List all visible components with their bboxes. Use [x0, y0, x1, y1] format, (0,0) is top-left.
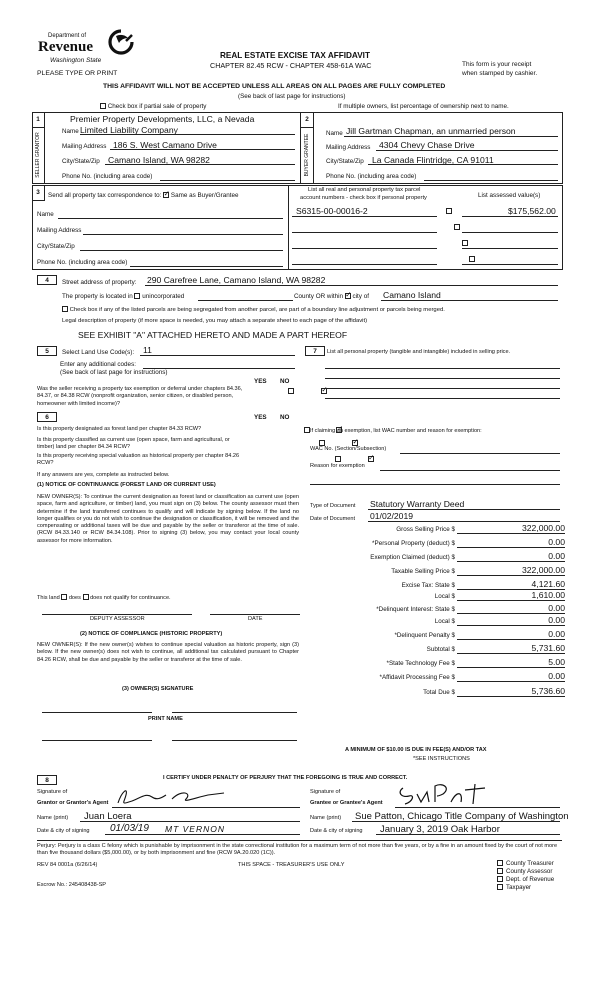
fee-value[interactable]: 0.00 [548, 671, 565, 681]
fee-row [300, 644, 568, 655]
land-use-underline [140, 355, 295, 356]
s7-num: 7 [305, 346, 325, 356]
exemption-label: If claiming an exemption, list WAC number and reason for exemption: [310, 428, 482, 434]
boundary-checkbox[interactable] [62, 306, 68, 312]
fee-underline [457, 653, 565, 654]
seller-mailing-underline [110, 149, 295, 150]
wac-underline [400, 453, 560, 454]
send-correspondence-row: Send all property tax correspondence to: ✓ Same as Buyer/Grantee [48, 192, 238, 199]
s5-yes-header: YES [254, 378, 267, 385]
form-subtitle: CHAPTER 82.45 RCW - CHAPTER 458-61A WAC [210, 61, 372, 70]
grantor-signature[interactable] [112, 783, 232, 809]
grantee-sig-underline [395, 807, 560, 808]
deputy-date-label: DATE [248, 616, 263, 622]
fee-value[interactable]: 0.00 [548, 615, 565, 625]
grantee-signature[interactable] [395, 780, 495, 810]
copy-label: County Assessor [506, 868, 553, 875]
reason-underline-1 [380, 470, 560, 471]
exempt-question: Was the seller receiving a property tax exemption or deferral under chapters 84.36, 84.37, or 84.38 RCW (nonprofit organization, senior citizen, or disabled person, homeowner with limited income)? [37, 386, 243, 407]
fee-underline [457, 561, 565, 562]
seller-city-value[interactable]: Camano Island, WA 98282 [108, 155, 210, 165]
reason-underline-2 [310, 484, 560, 485]
land-use-value[interactable]: 11 [143, 345, 152, 355]
does-not-qualify-checkbox[interactable] [83, 594, 89, 600]
notice2-body: NEW OWNER(S): If the new owner(s) wishes to continue special valuation as historic property, sign (3) below. If the new owner(s) does not wish to continue, all additional tax calculated pursuant to Chapter 84.26 RCW, shall be due and payable by the seller or transferor at the time of sale. [37, 642, 299, 663]
s3-name-underline [58, 218, 283, 219]
fee-label: *Delinquent Interest: State $ [376, 606, 455, 613]
fee-row [300, 604, 568, 615]
historic-question: Is this property receiving special valuation as historical property per chapter 84.26 RCW? [37, 453, 240, 467]
receipt-note-2: when stamped by cashier. [462, 70, 538, 77]
s8-num: 8 [37, 775, 57, 785]
personal-property-label: List all personal property (tangible and intangible) included in selling price. [327, 349, 511, 355]
city-underline [381, 300, 558, 301]
forest-yes-checkbox[interactable] [304, 427, 310, 433]
s3-num-cell: 3 [32, 185, 45, 201]
parcel-header-1: List all real and personal property tax parcel [308, 187, 421, 193]
does-qualify-checkbox[interactable] [61, 594, 67, 600]
fee-row [300, 566, 568, 577]
doc-date-underline [368, 521, 560, 522]
fee-label: Total Due $ [423, 689, 455, 696]
seller-mailing-value[interactable]: 186 S. West Camano Drive [113, 140, 217, 150]
fee-row [300, 524, 568, 535]
fee-value[interactable]: 0.00 [548, 537, 565, 547]
fee-row [300, 687, 568, 698]
state-text: Washington State [50, 57, 102, 64]
if-yes-text: If any answers are yes, complete as instructed below. [37, 472, 170, 478]
historic-no-checkbox[interactable] [368, 456, 374, 462]
doc-type-label: Type of Document [310, 503, 356, 509]
s3-name-label: Name [37, 211, 54, 218]
owner-sig-label: (3) OWNER(S) SIGNATURE [122, 686, 194, 692]
fee-row [300, 672, 568, 683]
seller-city-underline [105, 164, 295, 165]
s5-no-header: NO [280, 378, 290, 385]
fee-row [300, 591, 568, 602]
forest-question: Is this property designated as forest land per chapter 84.33 RCW? [37, 426, 202, 432]
fee-underline [457, 681, 565, 682]
see-back-text: (See back of last page for instructions) [238, 93, 346, 100]
buyer-name-underline [344, 136, 558, 137]
grantee-agent-label: Grantee or Grantee's Agent [310, 800, 383, 806]
pp-underline-3 [325, 388, 560, 389]
s4-num: 4 [37, 275, 57, 285]
grantee-name-label: Name (print) [310, 815, 342, 821]
pp-underline-4 [325, 398, 560, 399]
fee-row [300, 630, 568, 641]
s3-phone-underline [130, 266, 283, 267]
county-row: County OR within ✓ city of [294, 293, 369, 300]
personal-property-checkbox-1[interactable] [446, 208, 452, 214]
seller-name-underline [80, 134, 295, 135]
grantor-sig-of: Signature of [37, 789, 68, 795]
personal-property-checkbox-4[interactable] [469, 256, 475, 262]
grantor-name-value[interactable]: Juan Loera [84, 811, 132, 822]
fee-underline [457, 625, 565, 626]
grantor-date-value[interactable]: 01/03/19 [110, 823, 149, 834]
buyer-name-label: Name [326, 130, 343, 137]
parcel-underline-3 [292, 248, 437, 249]
fee-row [300, 552, 568, 563]
copy-label: County Treasurer [506, 860, 554, 867]
seller-name-label: Name [62, 128, 79, 135]
copy-item [497, 884, 554, 892]
fee-schedule [300, 524, 568, 754]
s3-mailing-label: Mailing Address [37, 227, 82, 234]
fee-underline [457, 667, 565, 668]
s5-see-back: (See back of last page for instructions) [60, 369, 168, 376]
grantor-agent-label: Grantor or Grantor's Agent [37, 800, 109, 806]
assessed-underline-2 [462, 232, 558, 233]
dor-logo-icon [108, 29, 134, 55]
parcel-header-2: account numbers - check box if personal property [300, 195, 427, 201]
s3-divider [288, 185, 289, 270]
unincorporated-checkbox[interactable] [134, 293, 140, 299]
buyer-phone-underline [424, 180, 558, 181]
qualify-row: This land does does not qualify for continuance. [37, 595, 171, 601]
buyer-city-value[interactable]: La Canada Flintridge, CA 91011 [372, 155, 494, 165]
dept-name-text: Revenue [38, 39, 93, 55]
print-name-underline-1 [42, 740, 152, 741]
fee-underline [457, 547, 565, 548]
fee-label: *Delinquent Penalty $ [394, 632, 455, 639]
fee-value[interactable]: 1,610.00 [531, 590, 565, 600]
dor-logo [38, 27, 148, 72]
form-title: REAL ESTATE EXCISE TAX AFFIDAVIT [220, 51, 370, 60]
parcel-number[interactable]: S6315-00-00016-2 [296, 206, 368, 216]
seller-mailing-label: Mailing Address [62, 143, 107, 150]
fee-underline [457, 575, 565, 576]
fee-value[interactable]: 5.00 [548, 657, 565, 667]
owner-sig-underline-2 [172, 712, 297, 713]
deputy-label: DEPUTY ASSESSOR [90, 616, 145, 622]
copy-checkbox[interactable] [497, 860, 503, 866]
current-use-question: Is this property classified as current use (open space, farm and agricultural, or timber) land per chapter 84.34 RCW? [37, 437, 230, 451]
notice2-title: (2) NOTICE OF COMPLIANCE (HISTORIC PROPERTY) [80, 631, 223, 637]
owner-sig-underline-1 [42, 712, 152, 713]
wac-label: WAC No. (Section/Subsection) [310, 446, 387, 452]
doc-type-underline [368, 509, 560, 510]
minimum-text: A MINIMUM OF $10.00 IS DUE IN FEE(S) AND/OR TAX [345, 747, 487, 753]
boundary-row: Check box if any of the listed parcels are being segregated from another parcel, are part of a boundary line adjustment or parcels being merged. [62, 306, 445, 313]
s3-phone-label: Phone No. (including area code) [37, 259, 128, 266]
fee-value[interactable]: 0.00 [548, 603, 565, 613]
street-underline [145, 285, 558, 286]
fee-row [300, 580, 568, 591]
s3-mailing-underline [83, 234, 283, 235]
fee-label: Taxable Selling Price $ [391, 568, 455, 575]
doc-date-label: Date of Document [310, 516, 356, 522]
copy-item [497, 860, 554, 868]
copy-checkbox[interactable] [497, 876, 503, 882]
grantee-name-value[interactable]: Sue Patton, Chicago Title Company of Washington [355, 811, 569, 822]
copy-checkbox[interactable] [497, 868, 503, 874]
grantor-date-underline [105, 834, 300, 835]
parcel-underline-1 [292, 216, 437, 217]
partial-sale-checkbox-row[interactable]: Check box if partial sale of property [100, 103, 206, 110]
notice1-title: (1) NOTICE OF CONTINUANCE (FOREST LAND OR CURRENT USE) [37, 482, 216, 488]
same-as-buyer-checkbox[interactable] [163, 192, 169, 198]
fee-underline [457, 639, 565, 640]
please-type-text: PLEASE TYPE OR PRINT [37, 70, 118, 77]
seller-name-line2: Limited Liability Company [80, 125, 178, 135]
see-instructions-text: *SEE INSTRUCTIONS [413, 756, 470, 762]
fee-underline [457, 613, 565, 614]
fee-underline [457, 696, 565, 697]
assessed-underline-4 [462, 264, 558, 265]
fee-label: Excise Tax: State $ [401, 582, 455, 589]
land-use-label: Select Land Use Code(s): [62, 349, 135, 356]
fee-label: Local $ [434, 618, 455, 625]
warning-text: THIS AFFIDAVIT WILL NOT BE ACCEPTED UNLESS ALL AREAS ON ALL PAGES ARE FULLY COMPLETED [103, 83, 446, 90]
seller-name-line1: Premier Property Developments, LLC, a Nevada [70, 114, 255, 124]
copy-item [497, 876, 554, 884]
fee-label: Subtotal $ [426, 646, 455, 653]
buyer-side-label: BUYER GRANTEE [304, 133, 310, 177]
receipt-note-1: This form is your receipt [462, 61, 532, 68]
rev-number: REV 84 0001a (6/26/14) [37, 862, 98, 868]
grantee-sig-of: Signature of [310, 789, 341, 795]
copy-label: Taxpayer [506, 884, 532, 891]
additional-codes-label: Enter any additional codes: [60, 361, 136, 368]
copy-label: Dept. of Revenue [506, 876, 555, 883]
seller-phone-underline [160, 180, 295, 181]
s5-num: 5 [37, 346, 57, 356]
fee-value[interactable]: 4,121.60 [531, 579, 565, 589]
notice1-body: NEW OWNER(S): To continue the current designation as forest land or classification as current use (open space, farm and agriculture, or timber) land, you must sign on (3) below. The county assessor must then determine if the land transferred continues to qualify and will indicate by signing below. If the land no longer qualifies or you do not wish to continue the designation or classification, it will be removed and the compensating or additional taxes will be due and payable by the seller or transferor at the time of sale. (RCW 84.33.140 or RCW 84.34.108). Prior to signing (3) below, you may contact your local county assessor for more information. [37, 494, 299, 544]
s6-no-header: NO [280, 414, 290, 421]
parcel-underline-2 [292, 232, 437, 233]
buyer-name-value[interactable]: Jill Gartman Chapman, an unmarried person [346, 126, 516, 136]
grantor-date-label: Date & city of signing [37, 828, 90, 834]
grantee-date-value[interactable]: January 3, 2019 Oak Harbor [380, 824, 500, 835]
personal-property-checkbox-3[interactable] [462, 240, 468, 246]
grantee-date-underline [376, 834, 560, 835]
assessed-header: List assessed value(s) [478, 192, 541, 199]
grantee-name-underline [352, 821, 560, 822]
copy-item [497, 868, 554, 876]
s2-num-cell: 2 [301, 112, 314, 128]
assessed-underline-1 [462, 216, 558, 217]
dept-of-text: Department of [48, 33, 87, 39]
exempt-yes-checkbox[interactable] [288, 388, 294, 394]
fee-value[interactable]: 322,000.00 [521, 523, 565, 533]
s3-city-label: City/State/Zip [37, 243, 75, 250]
seller-side-label: SELLER GRANTOR [35, 132, 41, 178]
fee-row [300, 538, 568, 549]
print-name-label: PRINT NAME [148, 716, 183, 722]
exhibit-text: SEE EXHIBIT "A" ATTACHED HERETO AND MADE A PART HEREOF [78, 330, 348, 340]
fee-row [300, 658, 568, 669]
city-checkbox[interactable] [345, 293, 351, 299]
partial-sale-checkbox[interactable] [100, 103, 106, 109]
fee-value[interactable]: 322,000.00 [521, 565, 565, 575]
legal-desc-label: Legal description of property (if more space is needed, you may attach a separate sheet to each page of the affidavit) [62, 318, 368, 324]
s6-yes-header: YES [254, 414, 267, 421]
fee-label: Local $ [434, 593, 455, 600]
grantor-name-label: Name (print) [37, 815, 69, 821]
deputy-date-underline [210, 614, 300, 615]
fee-value[interactable]: 5,736.60 [531, 686, 565, 696]
buyer-city-label: City/State/Zip [326, 158, 364, 165]
pp-underline-2 [325, 378, 560, 379]
certify-text: I CERTIFY UNDER PENALTY OF PERJURY THAT THE FOREGOING IS TRUE AND CORRECT. [163, 775, 408, 781]
fee-value[interactable]: 5,731.60 [531, 643, 565, 653]
city-value[interactable]: Camano Island [383, 290, 441, 300]
assessed-underline-3 [462, 248, 558, 249]
doc-date-value[interactable]: 01/02/2019 [370, 511, 414, 521]
historic-yes-checkbox[interactable] [335, 456, 341, 462]
grantor-sig-underline [112, 807, 300, 808]
buyer-phone-label: Phone No. (including area code) [326, 173, 417, 180]
fee-label: *Affidavit Processing Fee $ [379, 674, 455, 681]
grantee-date-label: Date & city of signing [310, 828, 363, 834]
buyer-mailing-underline [376, 150, 558, 151]
print-name-underline-2 [172, 740, 297, 741]
treasurer-use-text: THIS SPACE - TREASURER'S USE ONLY [238, 862, 345, 868]
copy-distribution [497, 860, 554, 892]
parcel-underline-4 [292, 264, 437, 265]
seller-phone-label: Phone No. (including area code) [62, 173, 153, 180]
grantor-city-value[interactable]: MT VERNON [165, 824, 225, 834]
buyer-city-underline [368, 164, 558, 165]
seller-city-label: City/State/Zip [62, 158, 100, 165]
fee-value[interactable]: 0.00 [548, 629, 565, 639]
fee-row [300, 616, 568, 627]
grantor-name-underline [80, 821, 300, 822]
assessed-value[interactable]: $175,562.00 [508, 206, 556, 216]
escrow-number: Escrow No.: 245408438-SP [37, 882, 107, 888]
s1-num-cell: 1 [32, 112, 45, 128]
fee-underline [457, 533, 565, 534]
county-underline [198, 300, 293, 301]
fee-value[interactable]: 0.00 [548, 551, 565, 561]
buyer-mailing-label: Mailing Address [326, 144, 371, 151]
pp-underline-1 [325, 368, 560, 369]
located-row: The property is located in unincorporated [62, 293, 185, 300]
perjury-text: Perjury: Perjury is a class C felony which is punishable by imprisonment in the state correctional institution for a maximum term of not more than five years, or by a fine in an amount fixed by the court of not more than five thousand dollars ($5,000.00), or by both imprisonment and fine (RCW 9A.20.020 (1C)). [37, 840, 562, 858]
fee-label: *State Technology Fee $ [386, 660, 455, 667]
s6-num: 6 [37, 412, 57, 422]
copy-checkbox[interactable] [497, 884, 503, 890]
buyer-mailing-value[interactable]: 4304 Chevy Chase Drive [379, 140, 475, 150]
reason-label: Reason for exemption [310, 463, 365, 469]
street-value[interactable]: 290 Carefree Lane, Camano Island, WA 98282 [147, 275, 326, 285]
personal-property-checkbox-2[interactable] [454, 224, 460, 230]
fee-label: *Personal Property (deduct) $ [372, 540, 455, 547]
fee-label: Gross Selling Price $ [396, 526, 455, 533]
fee-underline [457, 600, 565, 601]
fee-label: Exemption Claimed (deduct) $ [370, 554, 455, 561]
street-label: Street address of property: [62, 279, 137, 286]
multiple-owners-text: If multiple owners, list percentage of ownership next to name. [338, 103, 509, 110]
doc-type-value[interactable]: Statutory Warranty Deed [370, 499, 465, 509]
deputy-underline [42, 614, 192, 615]
s3-city-underline [80, 250, 283, 251]
